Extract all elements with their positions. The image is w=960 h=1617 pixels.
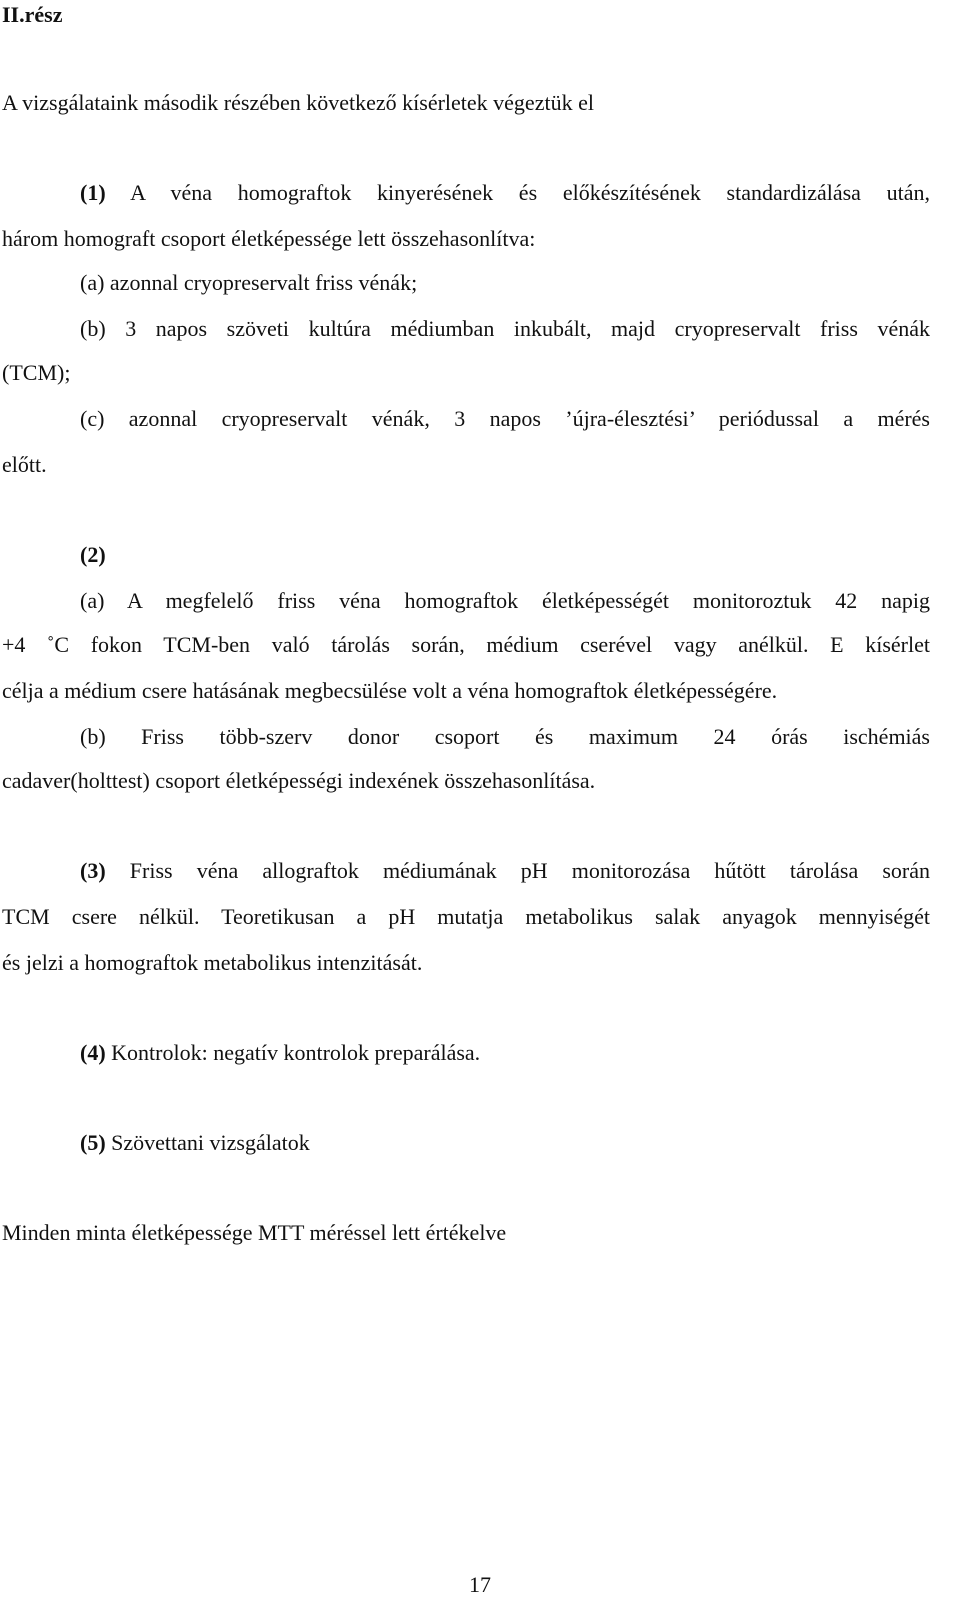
closing-sentence: Minden minta életképessége MTT méréssel lett értékelve — [2, 1220, 507, 1245]
section-2-number: (2) — [80, 542, 106, 567]
item-2a-line-1: (a) A megfelelő friss véna homograftok életképességét monitoroztuk 42 napig — [80, 588, 930, 613]
section-5-text: Szövettani vizsgálatok — [111, 1130, 310, 1155]
item-1b-line-1: (b) 3 napos szöveti kultúra médiumban inkubált, majd cryopreservalt friss vénák — [80, 316, 930, 341]
item-2b-line-2: cadaver(holttest) csoport életképességi indexének összehasonlítása. — [2, 768, 596, 793]
item-1c-line-1: (c) azonnal cryopreservalt vénák, 3 napos ’újra-élesztési’ periódussal a mérés — [80, 406, 930, 431]
section-1-number: (1) — [80, 180, 106, 205]
section-4 — [80, 1038, 480, 1068]
section-3-line-3: és jelzi a homograftok metabolikus intenzitását. — [2, 950, 423, 975]
section-1-line-1 — [80, 178, 930, 208]
section-3-number: (3) — [80, 858, 106, 883]
section-4-text: Kontrolok: negatív kontrolok preparálása. — [111, 1040, 481, 1065]
section-5 — [80, 1128, 310, 1158]
section-heading: II.rész — [2, 2, 63, 27]
section-5-number: (5) — [80, 1130, 106, 1155]
section-3-line-1 — [80, 856, 930, 886]
page-number: 17 — [469, 1572, 491, 1597]
section-4-number: (4) — [80, 1040, 106, 1065]
section-1-text: A véna homograftok kinyerésének és előkészítésének standardizálása után, — [130, 180, 930, 205]
section-3-line-2: TCM csere nélkül. Teoretikusan a pH mutatja metabolikus salak anyagok mennyiségét — [2, 904, 930, 929]
item-2b-line-1: (b) Friss több-szerv donor csoport és maximum 24 órás ischémiás — [80, 724, 930, 749]
item-1a: (a) azonnal cryopreservalt friss vénák; — [80, 270, 418, 295]
item-1c-line-2: előtt. — [2, 452, 47, 477]
intro-paragraph: A vizsgálataink második részében következő kísérletek végeztük el — [2, 90, 594, 115]
item-1b-line-2: (TCM); — [2, 360, 71, 385]
section-1-line-2: három homograft csoport életképessége lett összehasonlítva: — [2, 226, 536, 251]
section-3-text: Friss véna allograftok médiumának pH monitorozása hűtött tárolása során — [129, 858, 931, 883]
item-2a-line-2: +4 ˚C fokon TCM-ben való tárolás során, médium cserével vagy anélkül. E kísérlet — [2, 632, 930, 657]
item-2a-line-3: célja a médium csere hatásának megbecsülése volt a véna homograftok életképességére. — [2, 678, 778, 703]
